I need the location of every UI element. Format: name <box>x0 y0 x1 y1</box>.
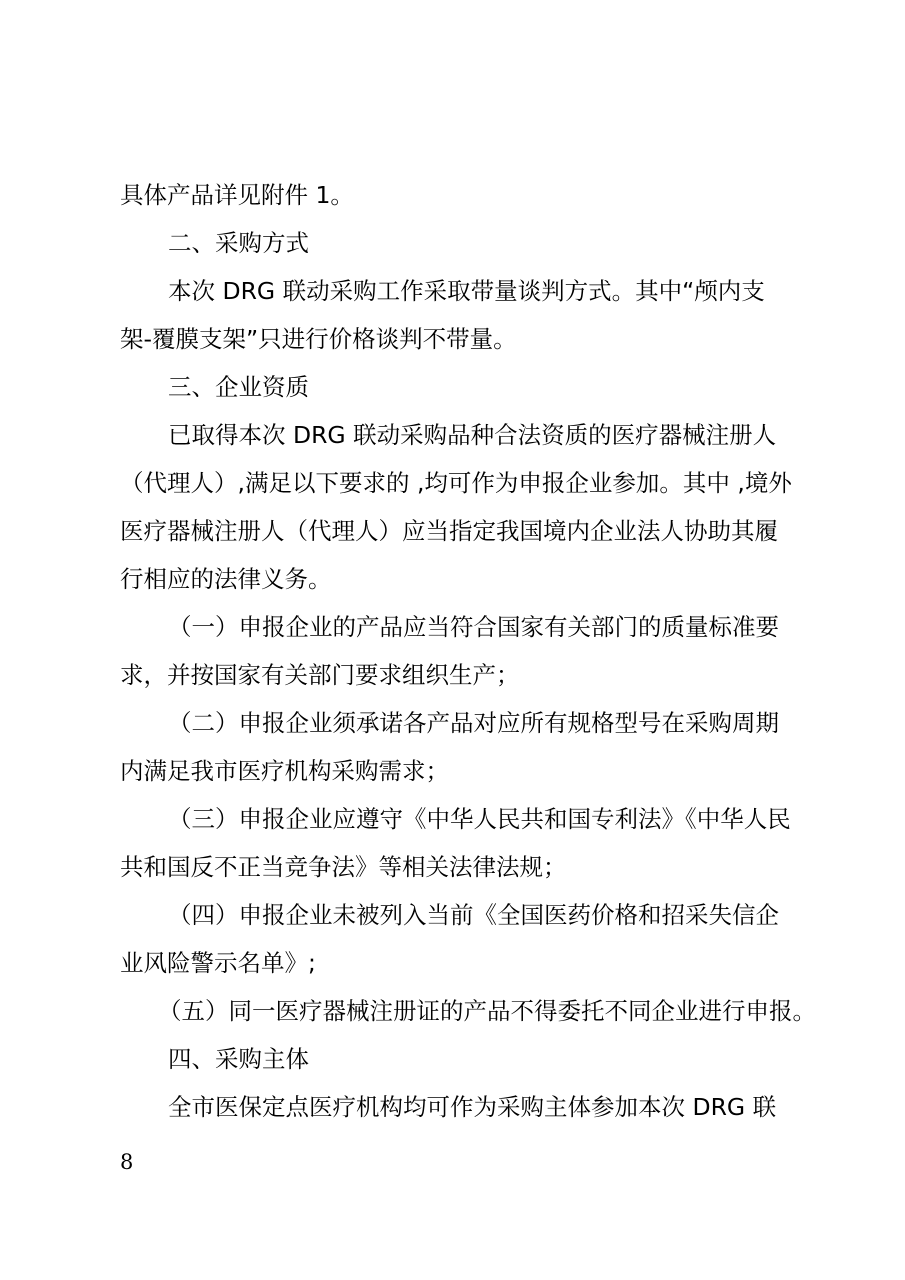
text-line: 本次 DRG 联动采购工作采取带量谈判方式。其中“颅内支 <box>168 277 765 305</box>
text-line: 医疗器械注册人（代理人）应当指定我国境内企业法人协助其履 <box>120 517 778 545</box>
text-line: 具体产品详见附件 1。 <box>120 181 354 209</box>
list-item: （三）申报企业应遵守《中华人民共和国专利法》《中华人民 <box>168 805 791 833</box>
text-line: 求，并按国家有关部门要求组织生产； <box>120 661 520 689</box>
text-line: 共和国反不正当竞争法》等相关法律法规； <box>120 853 567 881</box>
section-heading: 三、企业资质 <box>168 373 309 401</box>
text-line: 内满足我市医疗机构采购需求； <box>120 757 449 785</box>
section-heading: 二、采购方式 <box>168 229 309 257</box>
list-item: （四）申报企业未被列入当前《全国医药价格和招采失信企 <box>168 901 779 929</box>
text-line: 业风险警示名单》; <box>120 949 316 977</box>
text-line: 行相应的法律义务。 <box>120 565 332 593</box>
text-line: 已取得本次 DRG 联动采购品种合法资质的医疗器械注册人 <box>168 421 777 449</box>
page-number: 8 <box>120 1150 134 1174</box>
text-line: （代理人）,满足以下要求的 ,均可作为申报企业参加。其中 ,境外 <box>120 469 792 497</box>
list-item: （五）同一医疗器械注册证的产品不得委托不同企业进行申报。 <box>158 997 816 1025</box>
text-line: 架-覆膜支架”只进行价格谈判不带量。 <box>120 325 517 353</box>
list-item: （一）申报企业的产品应当符合国家有关部门的质量标准要 <box>168 613 779 641</box>
text-line: 全市医保定点医疗机构均可作为采购主体参加本次 DRG 联 <box>168 1093 777 1121</box>
section-heading: 四、采购主体 <box>168 1045 309 1073</box>
list-item: （二）申报企业须承诺各产品对应所有规格型号在采购周期 <box>168 709 779 737</box>
